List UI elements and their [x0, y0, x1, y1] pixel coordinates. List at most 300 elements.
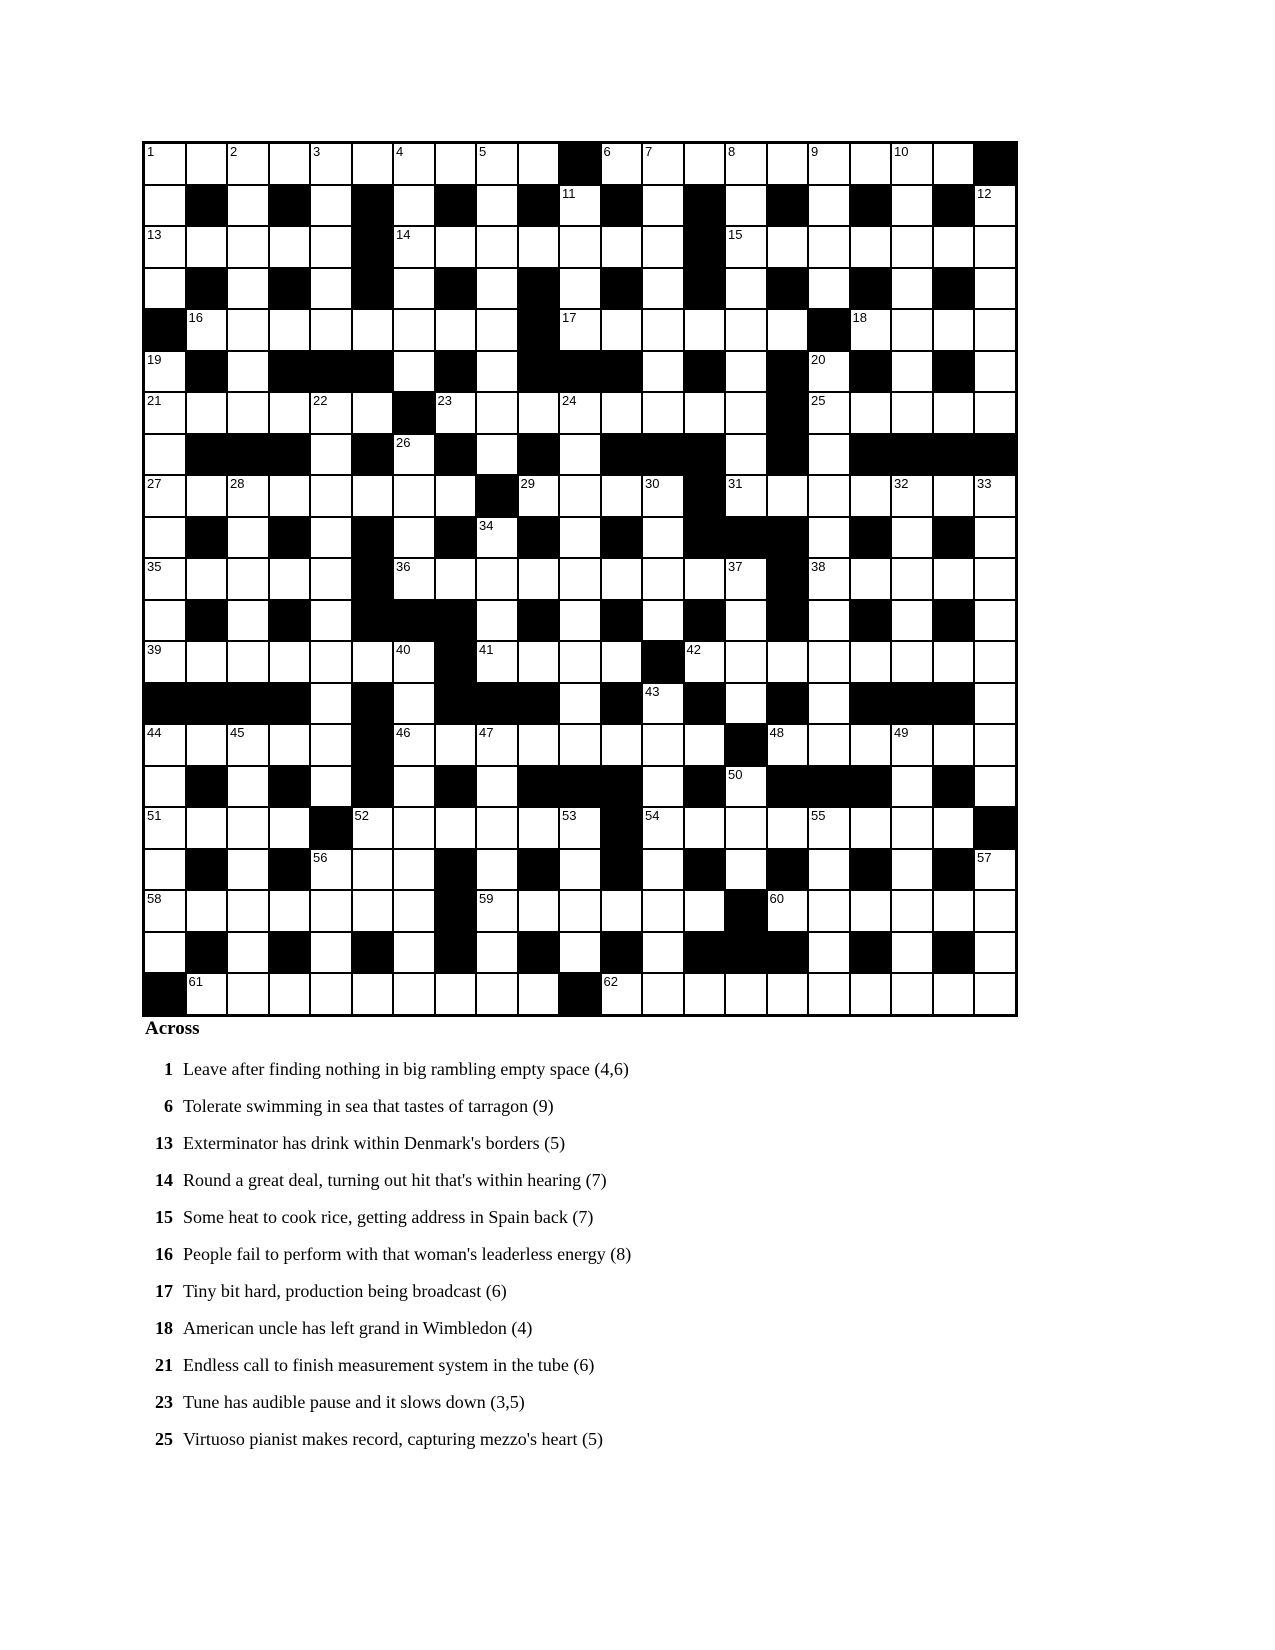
grid-cell[interactable] — [477, 352, 517, 392]
grid-cell[interactable] — [809, 601, 849, 641]
grid-cell[interactable] — [519, 144, 559, 184]
grid-cell[interactable] — [311, 518, 351, 558]
grid-cell[interactable] — [685, 310, 725, 350]
grid-cell[interactable] — [394, 974, 434, 1014]
grid-cell[interactable] — [353, 144, 393, 184]
grid-cell[interactable] — [726, 227, 766, 267]
grid-cell[interactable] — [809, 518, 849, 558]
grid-cell[interactable] — [643, 601, 683, 641]
grid-cell[interactable] — [353, 393, 393, 433]
grid-cell[interactable] — [726, 559, 766, 599]
grid-cell[interactable] — [228, 269, 268, 309]
grid-cell[interactable] — [975, 891, 1015, 931]
grid-cell[interactable] — [892, 476, 932, 516]
grid-cell[interactable] — [851, 974, 891, 1014]
grid-cell[interactable] — [768, 974, 808, 1014]
grid-cell[interactable] — [228, 642, 268, 682]
grid-cell[interactable] — [975, 601, 1015, 641]
grid-cell[interactable] — [311, 933, 351, 973]
grid-cell[interactable] — [436, 393, 476, 433]
grid-cell[interactable] — [851, 642, 891, 682]
grid-cell[interactable] — [851, 310, 891, 350]
grid-cell[interactable] — [477, 891, 517, 931]
grid-cell[interactable] — [975, 850, 1015, 890]
grid-cell[interactable] — [726, 684, 766, 724]
grid-cell[interactable] — [726, 808, 766, 848]
grid-cell[interactable] — [477, 808, 517, 848]
grid-cell[interactable] — [809, 933, 849, 973]
grid-cell[interactable] — [436, 227, 476, 267]
grid-cell[interactable] — [228, 186, 268, 226]
grid-cell[interactable] — [892, 352, 932, 392]
grid-cell[interactable] — [436, 476, 476, 516]
grid-cell[interactable] — [145, 476, 185, 516]
grid-cell[interactable] — [353, 476, 393, 516]
grid-cell[interactable] — [643, 933, 683, 973]
grid-cell[interactable] — [353, 850, 393, 890]
grid-cell[interactable] — [394, 808, 434, 848]
grid-cell[interactable] — [685, 891, 725, 931]
grid-cell[interactable] — [643, 891, 683, 931]
grid-cell[interactable] — [228, 850, 268, 890]
grid-cell[interactable] — [519, 476, 559, 516]
grid-cell[interactable] — [892, 725, 932, 765]
grid-cell[interactable] — [726, 767, 766, 807]
grid-cell[interactable] — [685, 808, 725, 848]
grid-cell[interactable] — [892, 269, 932, 309]
grid-cell[interactable] — [270, 393, 310, 433]
grid-cell[interactable] — [187, 725, 227, 765]
grid-cell[interactable] — [228, 725, 268, 765]
grid-cell[interactable] — [934, 393, 974, 433]
grid-cell[interactable] — [768, 891, 808, 931]
grid-cell[interactable] — [353, 891, 393, 931]
grid-cell[interactable] — [187, 393, 227, 433]
grid-cell[interactable] — [477, 725, 517, 765]
grid-cell[interactable] — [187, 144, 227, 184]
grid-cell[interactable] — [643, 725, 683, 765]
grid-cell[interactable] — [311, 601, 351, 641]
grid-cell[interactable] — [726, 393, 766, 433]
grid-cell[interactable] — [311, 891, 351, 931]
grid-cell[interactable] — [311, 767, 351, 807]
grid-cell[interactable] — [228, 559, 268, 599]
grid-cell[interactable] — [809, 974, 849, 1014]
grid-cell[interactable] — [560, 850, 600, 890]
grid-cell[interactable] — [187, 310, 227, 350]
grid-cell[interactable] — [311, 476, 351, 516]
grid-cell[interactable] — [477, 518, 517, 558]
grid-cell[interactable] — [809, 725, 849, 765]
grid-cell[interactable] — [726, 144, 766, 184]
grid-cell[interactable] — [311, 559, 351, 599]
grid-cell[interactable] — [975, 559, 1015, 599]
grid-cell[interactable] — [685, 144, 725, 184]
grid-cell[interactable] — [145, 352, 185, 392]
grid-cell[interactable] — [477, 310, 517, 350]
grid-cell[interactable] — [477, 850, 517, 890]
grid-cell[interactable] — [145, 601, 185, 641]
grid-cell[interactable] — [394, 559, 434, 599]
grid-cell[interactable] — [685, 393, 725, 433]
grid-cell[interactable] — [643, 684, 683, 724]
grid-cell[interactable] — [145, 144, 185, 184]
grid-cell[interactable] — [602, 559, 642, 599]
grid-cell[interactable] — [560, 310, 600, 350]
grid-cell[interactable] — [975, 725, 1015, 765]
grid-cell[interactable] — [602, 725, 642, 765]
grid-cell[interactable] — [477, 393, 517, 433]
grid-cell[interactable] — [685, 559, 725, 599]
grid-cell[interactable] — [934, 310, 974, 350]
grid-cell[interactable] — [934, 974, 974, 1014]
grid-cell[interactable] — [685, 725, 725, 765]
grid-cell[interactable] — [519, 808, 559, 848]
grid-cell[interactable] — [436, 725, 476, 765]
grid-cell[interactable] — [643, 518, 683, 558]
grid-cell[interactable] — [187, 476, 227, 516]
grid-cell[interactable] — [394, 725, 434, 765]
grid-cell[interactable] — [975, 518, 1015, 558]
grid-cell[interactable] — [809, 352, 849, 392]
grid-cell[interactable] — [477, 642, 517, 682]
grid-cell[interactable] — [726, 435, 766, 475]
grid-cell[interactable] — [643, 850, 683, 890]
grid-cell[interactable] — [768, 476, 808, 516]
grid-cell[interactable] — [726, 310, 766, 350]
grid-cell[interactable] — [809, 891, 849, 931]
grid-cell[interactable] — [228, 476, 268, 516]
grid-cell[interactable] — [353, 974, 393, 1014]
grid-cell[interactable] — [477, 186, 517, 226]
grid-cell[interactable] — [975, 767, 1015, 807]
grid-cell[interactable] — [394, 476, 434, 516]
grid-cell[interactable] — [975, 393, 1015, 433]
grid-cell[interactable] — [892, 601, 932, 641]
grid-cell[interactable] — [809, 144, 849, 184]
grid-cell[interactable] — [643, 974, 683, 1014]
grid-cell[interactable] — [809, 186, 849, 226]
grid-cell[interactable] — [228, 891, 268, 931]
grid-cell[interactable] — [685, 974, 725, 1014]
grid-cell[interactable] — [560, 933, 600, 973]
grid-cell[interactable] — [394, 933, 434, 973]
grid-cell[interactable] — [643, 808, 683, 848]
grid-cell[interactable] — [270, 725, 310, 765]
grid-cell[interactable] — [145, 269, 185, 309]
grid-cell[interactable] — [145, 559, 185, 599]
grid-cell[interactable] — [809, 684, 849, 724]
grid-cell[interactable] — [145, 725, 185, 765]
grid-cell[interactable] — [311, 684, 351, 724]
grid-cell[interactable] — [602, 642, 642, 682]
grid-cell[interactable] — [768, 725, 808, 765]
grid-cell[interactable] — [228, 518, 268, 558]
grid-cell[interactable] — [975, 974, 1015, 1014]
grid-cell[interactable] — [145, 393, 185, 433]
grid-cell[interactable] — [228, 310, 268, 350]
grid-cell[interactable] — [809, 476, 849, 516]
grid-cell[interactable] — [975, 933, 1015, 973]
grid-cell[interactable] — [187, 559, 227, 599]
grid-cell[interactable] — [311, 269, 351, 309]
grid-cell[interactable] — [436, 144, 476, 184]
grid-cell[interactable] — [975, 186, 1015, 226]
grid-cell[interactable] — [768, 227, 808, 267]
grid-cell[interactable] — [934, 808, 974, 848]
grid-cell[interactable] — [851, 725, 891, 765]
grid-cell[interactable] — [809, 559, 849, 599]
grid-cell[interactable] — [519, 559, 559, 599]
grid-cell[interactable] — [809, 850, 849, 890]
grid-cell[interactable] — [934, 891, 974, 931]
grid-cell[interactable] — [228, 933, 268, 973]
grid-cell[interactable] — [892, 186, 932, 226]
grid-cell[interactable] — [768, 144, 808, 184]
grid-cell[interactable] — [311, 144, 351, 184]
grid-cell[interactable] — [975, 352, 1015, 392]
grid-cell[interactable] — [394, 269, 434, 309]
grid-cell[interactable] — [145, 767, 185, 807]
grid-cell[interactable] — [145, 850, 185, 890]
grid-cell[interactable] — [394, 642, 434, 682]
grid-cell[interactable] — [602, 476, 642, 516]
grid-cell[interactable] — [726, 186, 766, 226]
grid-cell[interactable] — [975, 684, 1015, 724]
grid-cell[interactable] — [187, 891, 227, 931]
grid-cell[interactable] — [851, 476, 891, 516]
grid-cell[interactable] — [560, 186, 600, 226]
grid-cell[interactable] — [353, 808, 393, 848]
grid-cell[interactable] — [892, 642, 932, 682]
grid-cell[interactable] — [145, 642, 185, 682]
grid-cell[interactable] — [187, 227, 227, 267]
grid-cell[interactable] — [311, 227, 351, 267]
grid-cell[interactable] — [934, 144, 974, 184]
grid-cell[interactable] — [768, 808, 808, 848]
grid-cell[interactable] — [768, 642, 808, 682]
grid-cell[interactable] — [394, 352, 434, 392]
grid-cell[interactable] — [560, 435, 600, 475]
grid-cell[interactable] — [975, 642, 1015, 682]
grid-cell[interactable] — [892, 808, 932, 848]
grid-cell[interactable] — [311, 642, 351, 682]
grid-cell[interactable] — [270, 642, 310, 682]
grid-cell[interactable] — [228, 352, 268, 392]
grid-cell[interactable] — [726, 352, 766, 392]
grid-cell[interactable] — [477, 601, 517, 641]
grid-cell[interactable] — [228, 393, 268, 433]
grid-cell[interactable] — [228, 767, 268, 807]
grid-cell[interactable] — [311, 393, 351, 433]
grid-cell[interactable] — [394, 891, 434, 931]
grid-cell[interactable] — [851, 393, 891, 433]
grid-cell[interactable] — [519, 393, 559, 433]
grid-cell[interactable] — [726, 601, 766, 641]
grid-cell[interactable] — [560, 269, 600, 309]
grid-cell[interactable] — [892, 891, 932, 931]
grid-cell[interactable] — [560, 891, 600, 931]
grid-cell[interactable] — [270, 227, 310, 267]
grid-cell[interactable] — [353, 642, 393, 682]
grid-cell[interactable] — [726, 642, 766, 682]
grid-cell[interactable] — [394, 684, 434, 724]
grid-cell[interactable] — [934, 227, 974, 267]
grid-cell[interactable] — [270, 559, 310, 599]
grid-cell[interactable] — [560, 227, 600, 267]
grid-cell[interactable] — [145, 518, 185, 558]
grid-cell[interactable] — [394, 850, 434, 890]
grid-cell[interactable] — [892, 850, 932, 890]
grid-cell[interactable] — [851, 808, 891, 848]
grid-cell[interactable] — [228, 227, 268, 267]
grid-cell[interactable] — [602, 227, 642, 267]
grid-cell[interactable] — [270, 476, 310, 516]
grid-cell[interactable] — [228, 144, 268, 184]
grid-cell[interactable] — [270, 144, 310, 184]
grid-cell[interactable] — [892, 144, 932, 184]
grid-cell[interactable] — [975, 310, 1015, 350]
grid-cell[interactable] — [892, 227, 932, 267]
grid-cell[interactable] — [560, 559, 600, 599]
grid-cell[interactable] — [477, 767, 517, 807]
grid-cell[interactable] — [809, 393, 849, 433]
grid-cell[interactable] — [685, 642, 725, 682]
grid-cell[interactable] — [809, 435, 849, 475]
grid-cell[interactable] — [560, 601, 600, 641]
grid-cell[interactable] — [145, 891, 185, 931]
grid-cell[interactable] — [436, 808, 476, 848]
grid-cell[interactable] — [311, 186, 351, 226]
grid-cell[interactable] — [643, 559, 683, 599]
grid-cell[interactable] — [602, 310, 642, 350]
grid-cell[interactable] — [809, 808, 849, 848]
grid-cell[interactable] — [353, 310, 393, 350]
grid-cell[interactable] — [228, 808, 268, 848]
grid-cell[interactable] — [934, 559, 974, 599]
grid-cell[interactable] — [892, 933, 932, 973]
grid-cell[interactable] — [643, 186, 683, 226]
grid-cell[interactable] — [726, 269, 766, 309]
grid-cell[interactable] — [809, 227, 849, 267]
grid-cell[interactable] — [892, 767, 932, 807]
grid-cell[interactable] — [643, 269, 683, 309]
grid-cell[interactable] — [892, 518, 932, 558]
grid-cell[interactable] — [394, 310, 434, 350]
grid-cell[interactable] — [311, 310, 351, 350]
grid-cell[interactable] — [560, 808, 600, 848]
grid-cell[interactable] — [643, 310, 683, 350]
grid-cell[interactable] — [726, 850, 766, 890]
grid-cell[interactable] — [436, 974, 476, 1014]
grid-cell[interactable] — [519, 227, 559, 267]
grid-cell[interactable] — [394, 144, 434, 184]
grid-cell[interactable] — [726, 974, 766, 1014]
grid-cell[interactable] — [394, 518, 434, 558]
grid-cell[interactable] — [643, 767, 683, 807]
grid-cell[interactable] — [560, 476, 600, 516]
grid-cell[interactable] — [643, 227, 683, 267]
grid-cell[interactable] — [187, 974, 227, 1014]
grid-cell[interactable] — [602, 144, 642, 184]
grid-cell[interactable] — [519, 642, 559, 682]
grid-cell[interactable] — [809, 269, 849, 309]
grid-cell[interactable] — [477, 227, 517, 267]
grid-cell[interactable] — [311, 725, 351, 765]
grid-cell[interactable] — [602, 891, 642, 931]
grid-cell[interactable] — [851, 144, 891, 184]
grid-cell[interactable] — [519, 974, 559, 1014]
grid-cell[interactable] — [270, 808, 310, 848]
grid-cell[interactable] — [560, 725, 600, 765]
grid-cell[interactable] — [477, 269, 517, 309]
grid-cell[interactable] — [311, 435, 351, 475]
grid-cell[interactable] — [270, 974, 310, 1014]
grid-cell[interactable] — [892, 559, 932, 599]
grid-cell[interactable] — [270, 891, 310, 931]
grid-cell[interactable] — [809, 642, 849, 682]
grid-cell[interactable] — [477, 435, 517, 475]
grid-cell[interactable] — [228, 601, 268, 641]
grid-cell[interactable] — [270, 310, 310, 350]
grid-cell[interactable] — [851, 227, 891, 267]
grid-cell[interactable] — [934, 725, 974, 765]
grid-cell[interactable] — [145, 186, 185, 226]
grid-cell[interactable] — [560, 684, 600, 724]
grid-cell[interactable] — [477, 974, 517, 1014]
grid-cell[interactable] — [145, 933, 185, 973]
grid-cell[interactable] — [934, 476, 974, 516]
grid-cell[interactable] — [643, 393, 683, 433]
grid-cell[interactable] — [975, 476, 1015, 516]
grid-cell[interactable] — [228, 974, 268, 1014]
grid-cell[interactable] — [643, 352, 683, 392]
grid-cell[interactable] — [643, 144, 683, 184]
grid-cell[interactable] — [436, 559, 476, 599]
grid-cell[interactable] — [394, 186, 434, 226]
grid-cell[interactable] — [394, 227, 434, 267]
grid-cell[interactable] — [145, 435, 185, 475]
grid-cell[interactable] — [477, 144, 517, 184]
grid-cell[interactable] — [726, 476, 766, 516]
grid-cell[interactable] — [892, 310, 932, 350]
grid-cell[interactable] — [975, 269, 1015, 309]
grid-cell[interactable] — [477, 559, 517, 599]
grid-cell[interactable] — [519, 725, 559, 765]
grid-cell[interactable] — [187, 642, 227, 682]
grid-cell[interactable] — [477, 933, 517, 973]
grid-cell[interactable] — [975, 227, 1015, 267]
grid-cell[interactable] — [602, 974, 642, 1014]
grid-cell[interactable] — [187, 808, 227, 848]
grid-cell[interactable] — [394, 435, 434, 475]
grid-cell[interactable] — [311, 974, 351, 1014]
grid-cell[interactable] — [560, 518, 600, 558]
grid-cell[interactable] — [851, 891, 891, 931]
grid-cell[interactable] — [934, 642, 974, 682]
grid-cell[interactable] — [560, 393, 600, 433]
grid-cell[interactable] — [892, 393, 932, 433]
grid-cell[interactable] — [145, 808, 185, 848]
grid-cell[interactable] — [436, 310, 476, 350]
grid-cell[interactable] — [560, 642, 600, 682]
grid-cell[interactable] — [394, 767, 434, 807]
grid-cell[interactable] — [892, 974, 932, 1014]
grid-cell[interactable] — [519, 891, 559, 931]
grid-cell[interactable] — [311, 850, 351, 890]
grid-cell[interactable] — [602, 393, 642, 433]
grid-cell[interactable] — [851, 559, 891, 599]
